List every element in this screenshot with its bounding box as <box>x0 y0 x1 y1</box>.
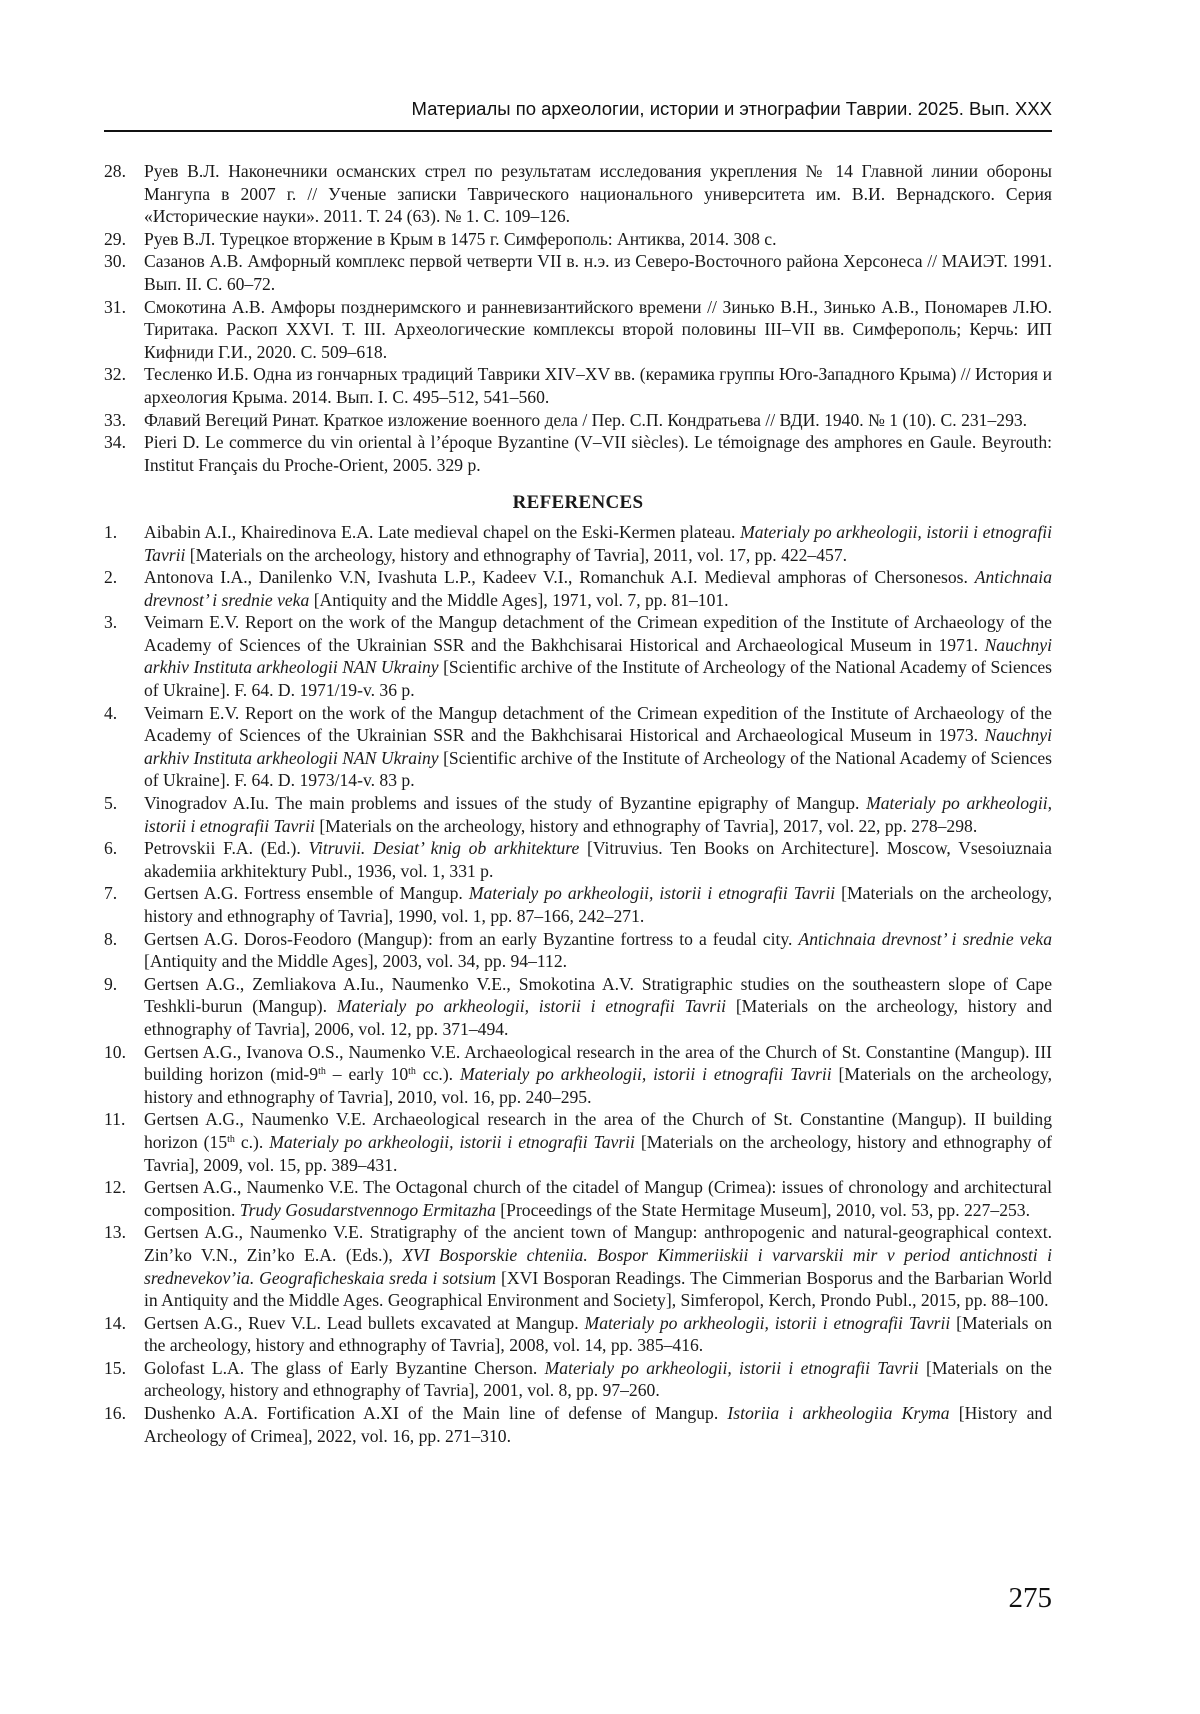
reference-text: Смокотина А.В. Амфоры позднеримского и ранневизантийского времени // Зинько В.Н., Зинько А.В., Пономарев Л.Ю. Тиритака. Раскоп XXVI. Т. III. Археологические комплексы второй половины III–VII вв. Симферополь; Керчь: ИП Кифниди Г.И., 2020. С. 509–618. <box>144 296 1052 362</box>
reference-text: Golofast L.A. The glass of Early Byzantine Cherson. Materialy po arkheologii, istorii i etnografii Tavrii [Materials on the archeology, history and ethnography of Tavria], 2001, vol. 8, pp. 97–260. <box>144 1357 1052 1401</box>
reference-text: Сазанов А.В. Амфорный комплекс первой четверти VII в. н.э. из Северо-Восточного района Херсонеса // МАИЭТ. 1991. Вып. II. С. 60–72. <box>144 251 1052 294</box>
reference-item <box>104 611 1052 701</box>
reference-text: Gertsen A.G., Zemliakova A.Iu., Naumenko V.E., Smokotina A.V. Stratigraphic studies on the southeastern slope of Cape Teshkli-burun (Mangup). Materialy po arkheologii, istorii i etnografii Tavrii [Materials on the archeology, history and ethnography of Tavria], 2006, vol. 12, pp. 371–494. <box>144 973 1052 1039</box>
reference-number: 30. <box>104 251 126 272</box>
page-number: 275 <box>1008 1582 1052 1614</box>
reference-item <box>104 792 1052 837</box>
reference-text: Pieri D. Le commerce du vin oriental à l’époque Byzantine (V–VII siècles). Le témoignage des amphores en Gaule. Beyrouth: Institut Français du Proche-Orient, 2005. 329 p. <box>144 432 1052 475</box>
journal-title: Trudy Gosudarstvennogo Ermitazha <box>239 1199 496 1220</box>
reference-number: 8. <box>104 928 118 949</box>
reference-item <box>104 363 1052 408</box>
reference-number: 15. <box>104 1357 126 1378</box>
reference-text: Gertsen A.G., Ivanova O.S., Naumenko V.E. Archaeological research in the area of the Church of St. Constantine (Mangup). III building horizon (mid-9th – early 10th cc.). Materialy po arkheologii, istorii i etnografii Tavrii [Materials on the archeology, history and ethnography of Tavria], 2010, vol. 16, pp. 240–295. <box>144 1041 1052 1107</box>
reference-item <box>104 1357 1052 1402</box>
reference-text: Gertsen A.G., Ruev V.L. Lead bullets excavated at Mangup. Materialy po arkheologii, istorii i etnografii Tavrii [Materials on the archeology, history and ethnography of Tavria], 2008, vol. 14, pp. 385–416. <box>144 1312 1052 1356</box>
reference-item <box>104 837 1052 882</box>
reference-text: Gertsen A.G., Naumenko V.E. Archaeological research in the area of the Church of St. Constantine (Mangup). II building horizon (15th c.). Materialy po arkheologii, istorii i etnografii Tavrii [Materials on the archeology, history and ethnography of Tavria], 2009, vol. 15, pp. 389–431. <box>144 1109 1052 1175</box>
references-heading: REFERENCES <box>512 492 644 514</box>
reference-item <box>104 1402 1052 1447</box>
journal-title: Materialy po arkheologii, istorii i etnografii Tavrii <box>468 883 836 904</box>
reference-item <box>104 228 1052 251</box>
running-header: Материалы по археологии, истории и этнографии Таврии. 2025. Вып. XXX <box>411 98 1052 119</box>
reference-number: 10. <box>104 1041 126 1062</box>
reference-number: 6. <box>104 838 118 859</box>
journal-title: Istoriia i arkheologiia Kryma <box>727 1403 950 1424</box>
reference-number: 14. <box>104 1312 126 1333</box>
reference-item <box>104 566 1052 611</box>
reference-item <box>104 160 1052 228</box>
reference-item <box>104 973 1052 1041</box>
reference-number: 9. <box>104 973 118 994</box>
reference-text: Dushenko A.A. Fortification A.XI of the Main line of defense of Mangup. Istoriia i arkheologiia Kryma [History and Archeology of Crimea], 2022, vol. 16, pp. 271–310. <box>144 1403 1052 1446</box>
reference-number: 28. <box>104 161 126 181</box>
reference-number: 31. <box>104 296 126 317</box>
book-title: Vitruvii. Desiat’ knig ob arkhitekture <box>308 838 580 859</box>
reference-number: 1. <box>104 521 118 542</box>
reference-item <box>104 250 1052 295</box>
reference-text: Veimarn E.V. Report on the work of the Mangup detachment of the Crimean expedition of the Institute of Archaeology of the Academy of Sciences of the Ukrainian SSR and the Bakhchisarai Historical and Archaeological Museum in 1973. Nauchnyi arkhiv Instituta arkheologii NAN Ukrainy [Scientific archive of the Institute of Archeology of the National Academy of Sciences of Ukraine]. F. 64. D. 1973/14-v. 83 p. <box>144 702 1053 791</box>
reference-text: Руев В.Л. Турецкое вторжение в Крым в 1475 г. Симферополь: Антиква, 2014. 308 с. <box>144 228 777 249</box>
reference-number: 3. <box>104 612 118 633</box>
reference-text: Флавий Вегеций Ринат. Краткое изложение военного дела / Пер. С.П. Кондратьева // ВДИ. 1940. № 1 (10). С. 231–293. <box>144 409 1028 430</box>
reference-text: Руев В.Л. Наконечники османских стрел по результатам исследования укрепления № 14 Главной линии обороны Мангупа в 2007 г. // Ученые записки Таврического национального университета им. В.И. Вернадского. Серия «Исторические науки». 2011. Т. 24 (63). № 1. С. 109–126. <box>144 161 1052 227</box>
journal-title: Nauchnyi arkhiv Instituta arkheologii NAN Ukrainy <box>144 725 1052 768</box>
reference-number: 32. <box>104 364 126 385</box>
reference-text: Gertsen A.G. Fortress ensemble of Mangup. Materialy po arkheologii, istorii i etnografii Tavrii [Materials on the archeology, history and ethnography of Tavria], 1990, vol. 1, pp. 87–166, 242–271. <box>144 883 1052 926</box>
reference-list <box>104 160 1052 1447</box>
reference-text: Тесленко И.Б. Одна из гончарных традиций Таврики XIV–XV вв. (керамика группы Юго-Западного Крыма) // История и археология Крыма. 2014. Вып. I. С. 495–512, 541–560. <box>144 364 1052 407</box>
journal-title: Antichnaia drevnost’ i srednie veka <box>798 928 1052 949</box>
reference-text: Veimarn E.V. Report on the work of the Mangup detachment of the Crimean expedition of the Institute of Archaeology of the Academy of Sciences of the Ukrainian SSR and the Bakhchisarai Historical and Archaeological Museum in 1971. Nauchnyi arkhiv Instituta arkheologii NAN Ukrainy [Scientific archive of the Institute of Archeology of the National Academy of Sciences of Ukraine]. F. 64. D. 1971/19-v. 36 p. <box>144 612 1053 701</box>
journal-title: Materialy po arkheologii, istorii i etnografii Tavrii <box>584 1312 951 1333</box>
reference-text: Vinogradov A.Iu. The main problems and issues of the study of Byzantine epigraphy of Mangup. Materialy po arkheologii, istorii i etnografii Tavrii [Materials on the archeology, history and ethnography of Tavria], 2017, vol. 22, pp. 278–298. <box>144 793 1052 836</box>
reference-item <box>104 1312 1052 1357</box>
journal-title: Materialy po arkheologii, istorii i etnografii Tavrii <box>459 1064 832 1085</box>
reference-item <box>104 1221 1052 1311</box>
reference-number: 4. <box>104 702 118 723</box>
reference-number: 11. <box>104 1109 126 1130</box>
reference-number: 16. <box>104 1403 126 1424</box>
journal-title: Antichnaia drevnost’ i srednie veka <box>144 567 1052 610</box>
reference-item <box>104 296 1052 364</box>
journal-title: Materialy po arkheologii, istorii i etnografii Tavrii <box>336 996 726 1017</box>
book-title: XVI Bosporskie chteniia. Bospor Kimmeriiskii i varvarskii mir v period antichnosti i srednevekov’ia. Geograficheskaia sreda i sotsium <box>144 1244 1052 1288</box>
journal-title: Materialy po arkheologii, istorii i etnografii Tavrii <box>144 793 1052 836</box>
reference-number: 7. <box>104 883 118 904</box>
reference-item <box>104 431 1052 476</box>
reference-number: 13. <box>104 1222 126 1243</box>
reference-number: 2. <box>104 567 118 588</box>
reference-item <box>104 1108 1052 1176</box>
header-rule <box>104 130 1052 132</box>
reference-text: Gertsen A.G., Naumenko V.E. The Octagonal church of the citadel of Mangup (Crimea): issues of chronology and architectural composition. Trudy Gosudarstvennogo Ermitazha [Proceedings of the State Hermitage Museum], 2010, vol. 53, pp. 227–253. <box>144 1177 1052 1220</box>
reference-item <box>104 409 1052 432</box>
reference-item <box>104 1041 1052 1109</box>
journal-title: Materialy po arkheologii, istorii i etnografii Tavrii <box>544 1357 919 1378</box>
reference-number: 34. <box>104 432 126 453</box>
reference-text: Gertsen A.G. Doros-Feodoro (Mangup): from an early Byzantine fortress to a feudal city. Antichnaia drevnost’ i srednie veka [Antiquity and the Middle Ages], 2003, vol. 34, pp. 94–112. <box>144 928 1052 972</box>
reference-item <box>104 1176 1052 1221</box>
reference-text: Antonova I.A., Danilenko V.N, Ivashuta L.P., Kadeev V.I., Romanchuk A.I. Medieval amphoras of Chersonesos. Antichnaia drevnost’ i srednie veka [Antiquity and the Middle Ages], 1971, vol. 7, pp. 81–101. <box>144 567 1052 610</box>
reference-text: Gertsen A.G., Naumenko V.E. Stratigraphy of the ancient town of Mangup: anthropogenic and natural-geographical context. Zin’ko V.N., Zin’ko E.A. (Eds.), XVI Bosporskie chteniia. Bospor Kimmeriiskii i varvarskii mir v period antichnosti i srednevekov’ia. Geograficheskaia sreda i sotsium [XVI Bosporan Readings. The Cimmerian Bosporus and the Barbarian World in Antiquity and the Middle Ages. Geographical Environment and Society], Simferopol, Kerch, Prondo Publ., 2015, pp. 88–100. <box>144 1222 1052 1311</box>
reference-number: 29. <box>104 228 126 249</box>
reference-number: 12. <box>104 1177 126 1198</box>
reference-number: 5. <box>104 793 118 814</box>
reference-item <box>104 928 1052 973</box>
reference-item <box>104 521 1052 566</box>
reference-item <box>104 702 1052 792</box>
reference-text: Aibabin A.I., Khairedinova E.A. Late medieval chapel on the Eski-Kermen plateau. Materialy po arkheologii, istorii i etnografii Tavrii [Materials on the archeology, history and ethnography of Tavria], 2011, vol. 17, pp. 422–457. <box>144 521 1052 565</box>
reference-item <box>104 882 1052 927</box>
reference-number: 33. <box>104 409 126 430</box>
journal-title: Materialy po arkheologii, istorii i etnografii Tavrii <box>144 521 1052 565</box>
journal-title: Nauchnyi arkhiv Instituta arkheologii NAN Ukrainy <box>144 634 1052 678</box>
reference-text: Petrovskii F.A. (Ed.). Vitruvii. Desiat’ knig ob arkhitekture [Vitruvius. Ten Books on Architecture]. Moscow, Vsesoiuznaia akademiia arkhitektury Publ., 1936, vol. 1, 331 p. <box>144 838 1052 881</box>
journal-title: Materialy po arkheologii, istorii i etnografii Tavrii <box>269 1131 635 1152</box>
